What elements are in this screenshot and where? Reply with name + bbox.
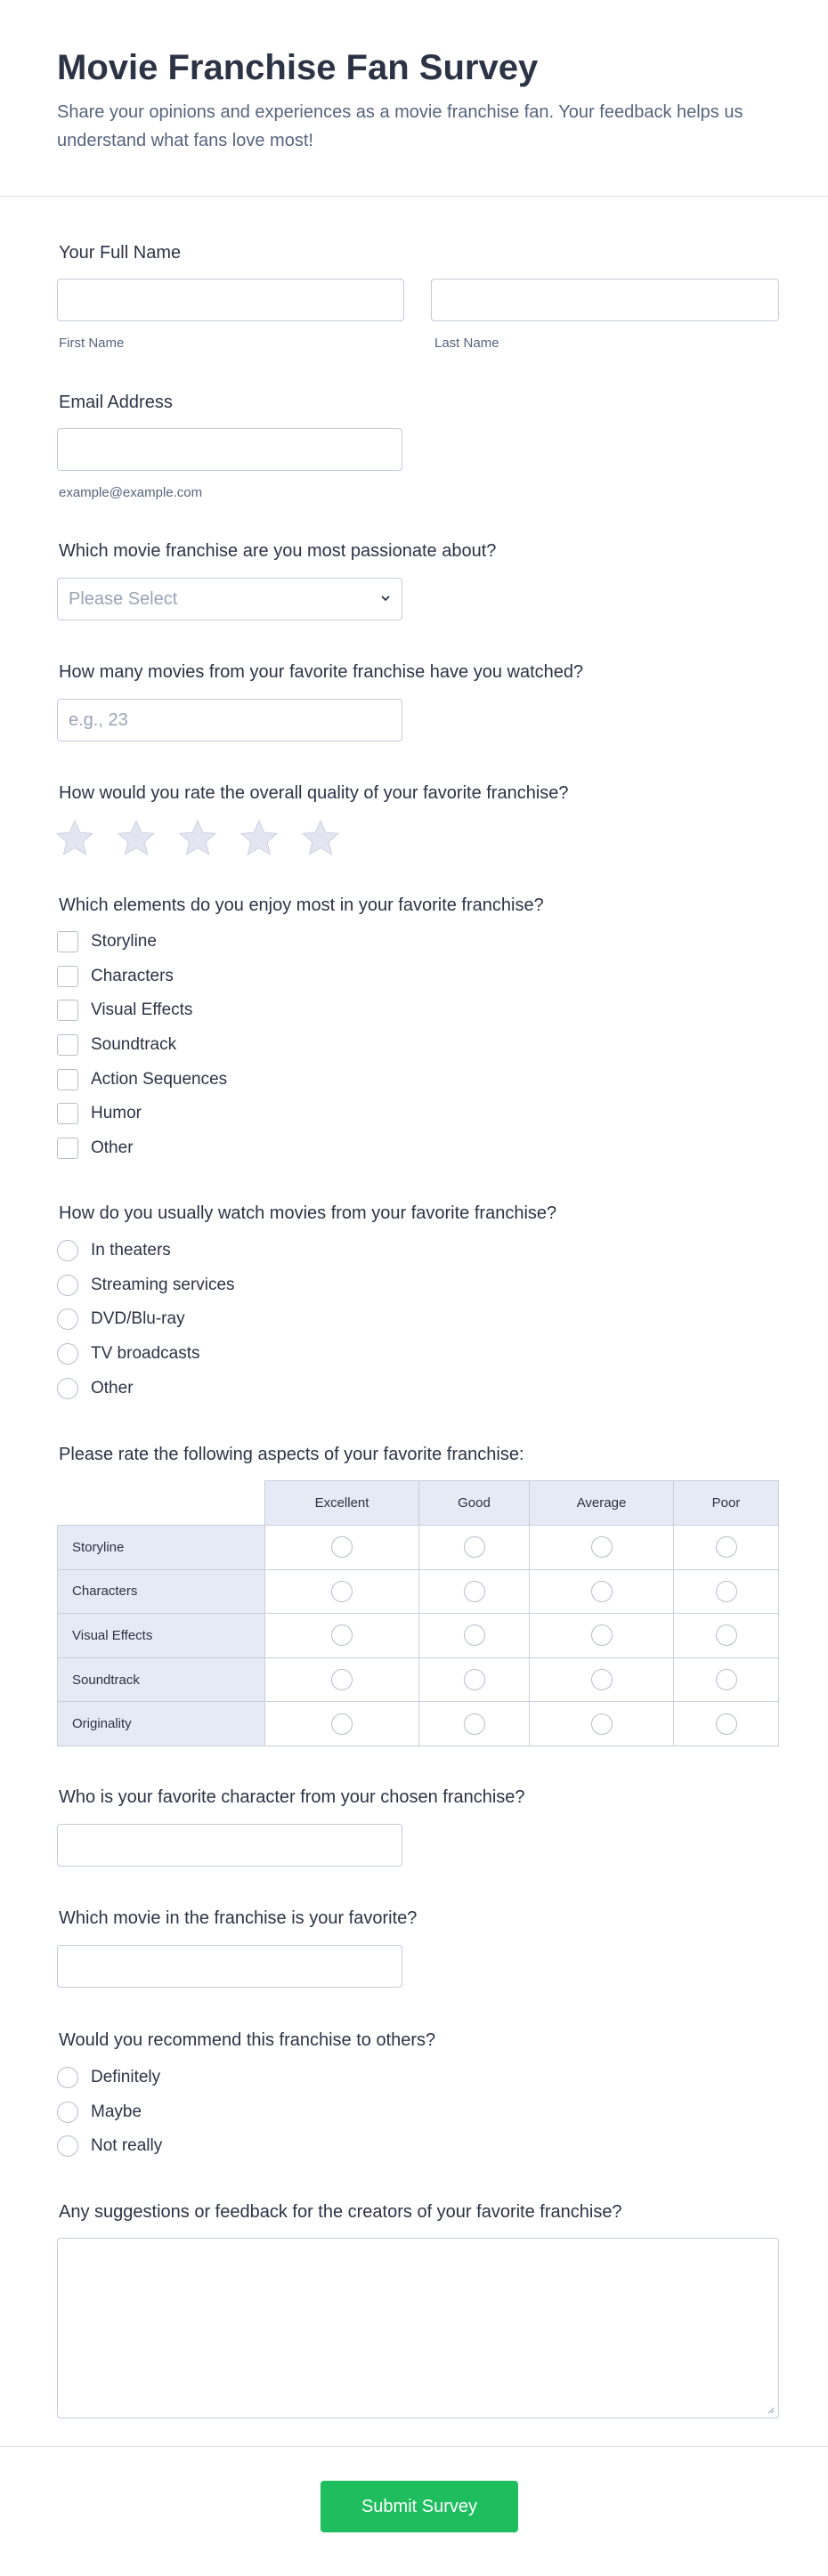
elements-option[interactable] xyxy=(57,1131,227,1166)
watch-method-radio[interactable] xyxy=(57,1240,78,1261)
watch-method-option[interactable] xyxy=(57,1302,235,1337)
last-name-sublabel: Last Name xyxy=(434,336,499,351)
watch-method-option[interactable] xyxy=(57,1337,235,1372)
matrix-cell xyxy=(265,1614,419,1658)
favorite-character-label: Who is your favorite character from your chosen franchise? xyxy=(59,1787,525,1807)
watch-method-option-label: TV broadcasts xyxy=(91,1344,200,1364)
matrix-cell xyxy=(265,1702,419,1746)
aspects-label: Please rate the following aspects of your favorite franchise: xyxy=(59,1445,524,1464)
recommend-option-label: Maybe xyxy=(91,2102,142,2121)
matrix-radio[interactable] xyxy=(716,1713,737,1735)
elements-checkbox[interactable] xyxy=(57,1138,78,1159)
matrix-column-header: Excellent xyxy=(265,1481,419,1526)
email-sublabel: example@example.com xyxy=(59,485,203,500)
form-footer xyxy=(0,2446,828,2576)
email-input[interactable] xyxy=(57,428,402,471)
matrix-radio[interactable] xyxy=(464,1536,485,1558)
movies-watched-input[interactable] xyxy=(57,699,402,741)
matrix-cell xyxy=(265,1569,419,1614)
star-icon[interactable] xyxy=(178,819,217,856)
watch-method-radio[interactable] xyxy=(57,1308,78,1330)
aspects-matrix xyxy=(57,1480,779,1746)
matrix-radio[interactable] xyxy=(591,1624,613,1646)
elements-checkbox[interactable] xyxy=(57,1034,78,1056)
matrix-cell xyxy=(530,1526,674,1570)
elements-option[interactable] xyxy=(57,1028,227,1063)
matrix-cell xyxy=(530,1614,674,1658)
recommend-label: Would you recommend this franchise to others? xyxy=(59,2030,436,2050)
matrix-radio[interactable] xyxy=(464,1624,485,1646)
recommend-radio[interactable] xyxy=(57,2102,78,2123)
matrix-cell xyxy=(674,1569,779,1614)
full-name-label: Your Full Name xyxy=(59,243,182,263)
matrix-radio[interactable] xyxy=(716,1581,737,1602)
chevron-down-icon xyxy=(380,593,391,603)
recommend-option-label: Not really xyxy=(91,2136,163,2156)
matrix-radio[interactable] xyxy=(716,1536,737,1558)
elements-checkbox[interactable] xyxy=(57,1069,78,1090)
movies-watched-label: How many movies from your favorite franchise have you watched? xyxy=(59,662,584,682)
watch-method-option-label: Streaming services xyxy=(91,1275,235,1294)
matrix-cell xyxy=(419,1614,530,1658)
watch-method-radio[interactable] xyxy=(57,1343,78,1365)
matrix-column-header: Poor xyxy=(674,1481,779,1526)
elements-option-label: Action Sequences xyxy=(91,1069,228,1089)
feedback-textarea[interactable] xyxy=(57,2238,779,2418)
recommend-radio[interactable] xyxy=(57,2135,78,2157)
form-title: Movie Franchise Fan Survey xyxy=(57,48,539,87)
elements-options xyxy=(57,925,227,1165)
star-icon[interactable] xyxy=(239,819,279,856)
favorite-movie-input[interactable] xyxy=(57,1945,402,1988)
feedback-label: Any suggestions or feedback for the creators of your favorite franchise? xyxy=(59,2202,622,2222)
matrix-row-header: Visual Effects xyxy=(58,1614,265,1658)
first-name-input[interactable] xyxy=(57,279,404,321)
watch-method-label: How do you usually watch movies from your favorite franchise? xyxy=(59,1203,557,1223)
matrix-cell xyxy=(419,1657,530,1702)
watch-method-option-label: Other xyxy=(91,1378,134,1397)
matrix-row-header: Originality xyxy=(58,1702,265,1746)
matrix-radio[interactable] xyxy=(591,1713,613,1735)
matrix-row-header: Soundtrack xyxy=(58,1657,265,1702)
elements-option[interactable] xyxy=(57,1097,227,1131)
star-rating xyxy=(55,819,340,856)
matrix-radio[interactable] xyxy=(591,1581,613,1602)
matrix-radio[interactable] xyxy=(464,1581,485,1602)
matrix-cell xyxy=(530,1657,674,1702)
movies-watched-placeholder: e.g., 23 xyxy=(69,709,128,730)
matrix-cell xyxy=(265,1526,419,1570)
favorite-movie-label: Which movie in the franchise is your favorite? xyxy=(59,1908,418,1928)
watch-method-options xyxy=(57,1234,235,1405)
recommend-option-label: Definitely xyxy=(91,2068,161,2087)
matrix-cell xyxy=(530,1702,674,1746)
watch-method-option[interactable] xyxy=(57,1234,235,1268)
matrix-cell xyxy=(674,1614,779,1658)
star-icon[interactable] xyxy=(301,819,340,856)
matrix-radio[interactable] xyxy=(716,1624,737,1646)
elements-checkbox[interactable] xyxy=(57,931,78,952)
elements-option-label: Other xyxy=(91,1138,134,1157)
star-icon[interactable] xyxy=(117,819,156,856)
matrix-row xyxy=(58,1657,779,1702)
matrix-radio[interactable] xyxy=(464,1669,485,1690)
watch-method-radio[interactable] xyxy=(57,1275,78,1296)
matrix-corner xyxy=(58,1481,265,1526)
matrix-cell xyxy=(530,1569,674,1614)
elements-checkbox[interactable] xyxy=(57,966,78,987)
elements-option-label: Humor xyxy=(91,1104,142,1123)
watch-method-option[interactable] xyxy=(57,1371,235,1405)
matrix-cell xyxy=(674,1526,779,1570)
resize-handle-icon[interactable] xyxy=(766,2405,775,2414)
first-name-sublabel: First Name xyxy=(59,336,125,351)
matrix-radio[interactable] xyxy=(716,1669,737,1690)
matrix-column-header: Average xyxy=(530,1481,674,1526)
matrix-radio[interactable] xyxy=(591,1536,613,1558)
matrix-radio[interactable] xyxy=(331,1536,353,1558)
matrix-cell xyxy=(265,1657,419,1702)
recommend-options xyxy=(57,2061,162,2164)
matrix-radio[interactable] xyxy=(331,1624,353,1646)
elements-option[interactable] xyxy=(57,1062,227,1097)
email-label: Email Address xyxy=(59,393,173,412)
watch-method-option-label: DVD/Blu-ray xyxy=(91,1309,185,1329)
matrix-row xyxy=(58,1614,779,1658)
matrix-cell xyxy=(419,1702,530,1746)
matrix-column-header: Good xyxy=(419,1481,530,1526)
matrix-radio[interactable] xyxy=(464,1713,485,1735)
elements-option-label: Visual Effects xyxy=(91,1000,193,1020)
recommend-option[interactable] xyxy=(57,2129,162,2164)
matrix-cell xyxy=(419,1569,530,1614)
matrix-cell xyxy=(419,1526,530,1570)
franchise-select[interactable] xyxy=(57,578,402,620)
elements-label: Which elements do you enjoy most in your favorite franchise? xyxy=(59,895,544,915)
matrix-row xyxy=(58,1702,779,1746)
recommend-radio[interactable] xyxy=(57,2067,78,2088)
matrix-radio[interactable] xyxy=(331,1669,353,1690)
favorite-character-input[interactable] xyxy=(57,1824,402,1867)
franchise-label: Which movie franchise are you most passionate about? xyxy=(59,541,497,561)
watch-method-radio[interactable] xyxy=(57,1378,78,1399)
elements-option[interactable] xyxy=(57,993,227,1028)
recommend-option[interactable] xyxy=(57,2061,162,2095)
submit-button[interactable]: Submit Survey xyxy=(321,2481,518,2532)
elements-option-label: Storyline xyxy=(91,932,157,952)
matrix-row-header: Storyline xyxy=(58,1526,265,1570)
franchise-select-value: Please Select xyxy=(69,588,178,609)
elements-option[interactable] xyxy=(57,960,227,994)
recommend-option[interactable] xyxy=(57,2095,162,2130)
elements-option-label: Soundtrack xyxy=(91,1035,177,1055)
matrix-radio[interactable] xyxy=(331,1581,353,1602)
elements-checkbox[interactable] xyxy=(57,1103,78,1124)
matrix-cell xyxy=(674,1657,779,1702)
elements-option-label: Characters xyxy=(91,966,174,985)
matrix-radio[interactable] xyxy=(331,1713,353,1735)
last-name-input[interactable] xyxy=(431,279,779,321)
watch-method-option[interactable] xyxy=(57,1268,235,1303)
rating-label: How would you rate the overall quality of your favorite franchise? xyxy=(59,783,569,803)
matrix-radio[interactable] xyxy=(591,1669,613,1690)
watch-method-option-label: In theaters xyxy=(91,1241,171,1260)
matrix-cell xyxy=(674,1702,779,1746)
star-icon[interactable] xyxy=(55,819,94,856)
elements-option[interactable] xyxy=(57,925,227,960)
form-subtitle: Share your opinions and experiences as a movie franchise fan. Your feedback helps us understand what fans love most! xyxy=(57,102,743,150)
matrix-row xyxy=(58,1569,779,1614)
form-header xyxy=(0,0,828,197)
matrix-row xyxy=(58,1526,779,1570)
elements-checkbox[interactable] xyxy=(57,1000,78,1021)
matrix-row-header: Characters xyxy=(58,1569,265,1614)
